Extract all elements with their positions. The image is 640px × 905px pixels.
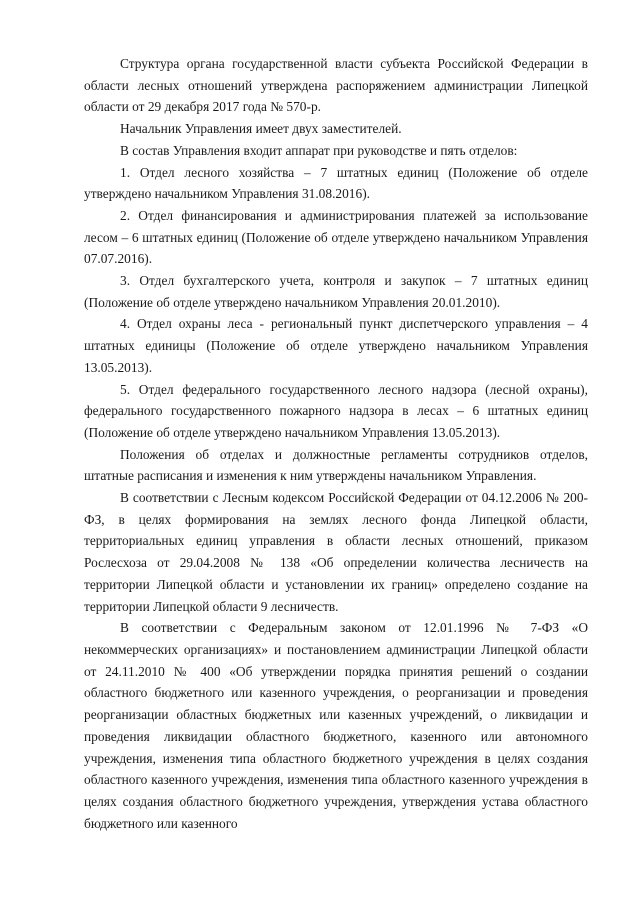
document-page bbox=[84, 53, 588, 834]
paragraph-regulations: Положения об отделах и должностные регламенты сотрудников отделов, штатные расписания и изменения к ним утверждены начальником Управления. bbox=[84, 446, 588, 484]
list-item-department-2: 2. Отдел финансирования и администрирования платежей за использование лесом – 6 штатных единиц (Положение об отделе утверждено начальником Управления 07.07.2016). bbox=[84, 207, 588, 267]
list-item-department-1: 1. Отдел лесного хозяйства – 7 штатных единиц (Положение об отделе утверждено начальником Управления 31.08.2016). bbox=[84, 164, 588, 202]
list-item-department-3: 3. Отдел бухгалтерского учета, контроля и закупок – 7 штатных единиц (Положение об отделе утверждено начальником Управления 20.01.2010). bbox=[84, 273, 588, 310]
list-item-department-5: 5. Отдел федерального государственного лесного надзора (лесной охраны), федерального государственного пожарного надзора в лесах – 6 штатных единиц (Положение об отделе утверждено начальником Управления 13.05.2013). bbox=[84, 381, 588, 440]
paragraph-structure: Структура органа государственной власти субъекта Российской Федерации в области лесных отношений утверждена распоряжением администрации Липецкой области от 29 декабря 2017 года № 570-р. bbox=[84, 56, 588, 115]
paragraph-federal-law: В соответствии с Федеральным законом от 12.01.1996 № 7-ФЗ «О некоммерческих организациях» и постановлением администрации Липецкой области от 24.11.2010 № 400 «Об утверждении порядка принятия решений о создании областного бюджетного или казенного учреждения, о реорганизации и проведения реорганизации областных бюджетных или казенных учреждений, о ликвидации и проведения ликвидации областного бюджетного, казенного или автономного учреждения, изменения типа областного бюджетного учреждения в целях создания областного казенного учреждения, изменения типа областного казенного учреждения в целях создания областного бюджетного учреждения, утверждения устава областного бюджетного или казенного bbox=[84, 620, 588, 831]
paragraph-composition: В состав Управления входит аппарат при руководстве и пять отделов: bbox=[120, 142, 518, 158]
paragraph-deputies: Начальник Управления имеет двух заместителей. bbox=[120, 121, 402, 137]
paragraph-forest-code: В соответствии с Лесным кодексом Российской Федерации от 04.12.2006 № 200-ФЗ, в целях формирования на землях лесного фонда Липецкой области, территориальных единиц управления в области лесных отношений, приказом Рослесхоза от 29.04.2008 № 138 «Об определении количества лесничеств на территории Липецкой области и установлении их границ» определено создание на территории Липецкой области 9 лесничеств. bbox=[84, 490, 588, 614]
list-item-department-4: 4. Отдел охраны леса - региональный пункт диспетчерского управления – 4 штатных единицы (Положение об отделе утверждено начальником Управления 13.05.2013). bbox=[84, 316, 588, 375]
